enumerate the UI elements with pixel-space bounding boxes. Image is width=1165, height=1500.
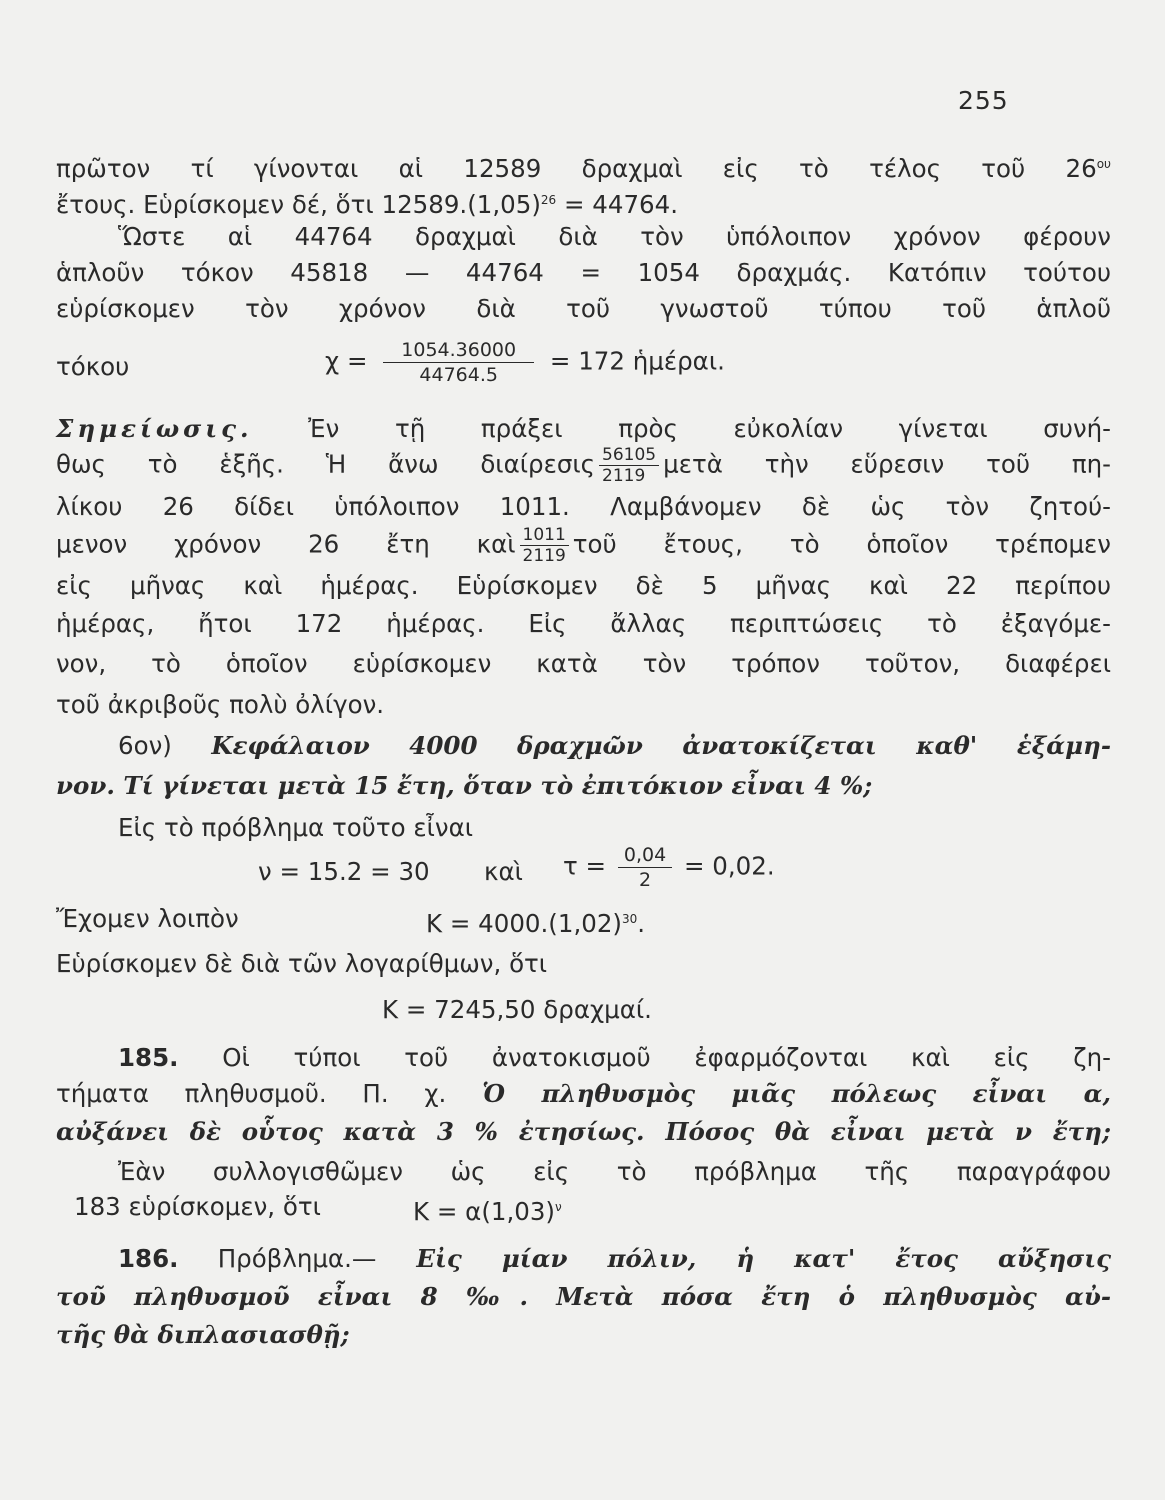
section-185-line: Ἐὰν συλλογισθῶμεν ὡς εἰς τὸ πρόβλημα τῆς παραγράφου xyxy=(118,1157,1111,1186)
note-line: μενον χρόνον 26 ἔτη καὶ $\frac{1011}{2119}$ τοῦ ἔτους, τὸ ὁποῖον τρέπομεν xyxy=(56,525,1111,566)
text-kai: καὶ xyxy=(484,857,523,886)
text-line: ἔτους. Εὑρίσκομεν δέ, ὅτι $12589.(1,05)^{26} = 44764$. xyxy=(56,190,679,220)
equation-k: $K = 4000.(1,02)^{30}$. xyxy=(426,909,646,939)
note-title: Σημείωσις. xyxy=(56,414,253,443)
note-line: τοῦ ἀκριβοῦς πολὺ ὀλίγον. xyxy=(56,690,385,719)
fraction: $\frac{1011}{2119}$ xyxy=(520,525,569,566)
section-186-line: τῆς θὰ διπλασιασθῇ; xyxy=(56,1320,350,1349)
section-185-line: 183 εὑρίσκομεν, ὅτι xyxy=(74,1192,321,1221)
text-line: Ὥστε αἱ 44764 δραχμαὶ διὰ τὸν ὑπόλοιπον χρόνον φέρουν xyxy=(118,222,1111,251)
note-line: ἡμέρας, ἤτοι 172 ἡμέρας. Εἰς ἄλλας περιπτώσεις τὸ ἐξαγόμε- xyxy=(56,609,1111,638)
section-186-line: 186. Πρόβλημα.— Εἰς μίαν πόλιν, ἡ κατ' ἔτος αὔξησις xyxy=(118,1244,1111,1273)
section-186-line: τοῦ πληθυσμοῦ εἶναι 8 ‰. Μετὰ πόσα ἔτη ὁ πληθυσμὸς αὐ- xyxy=(56,1282,1111,1311)
note-line: Σημείωσις. Ἐν τῇ πράξει πρὸς εὐκολίαν γίνεται συνή- xyxy=(56,414,1111,443)
problem-line: 6ον) Κεφάλαιον 4000 δραχμῶν ἀνατοκίζεται καθ' ἑξάμη- xyxy=(118,731,1111,760)
text-tokou: τόκου xyxy=(56,352,130,381)
section-185-line: τήματα πληθυσμοῦ. Π. χ. Ὁ πληθυσμὸς μιᾶς πόλεως εἶναι α, xyxy=(56,1079,1111,1108)
section-185-line: αὐξάνει δὲ οὗτος κατὰ 3 % ἐτησίως. Πόσος θὰ εἶναι μετὰ ν ἔτη; xyxy=(56,1117,1111,1146)
text-line: Εἰς τὸ πρόβλημα τοῦτο εἶναι xyxy=(118,813,474,842)
fraction: $\frac{1054.36000}{44764.5}$ xyxy=(383,338,534,387)
problem-line: νον. Τί γίνεται μετὰ 15 ἔτη, ὅταν τὸ ἐπιτόκιον εἶναι 4 %; xyxy=(56,771,873,800)
text-exomen: Ἔχομεν λοιπὸν xyxy=(56,904,239,933)
text-line: ἁπλοῦν τόκον 45818 — 44764 = 1054 δραχμάς. Κατόπιν τούτου xyxy=(56,258,1111,287)
text-line: εὑρίσκομεν τὸν χρόνον διὰ τοῦ γνωστοῦ τύπου τοῦ ἁπλοῦ xyxy=(56,294,1111,323)
note-line: εἰς μῆνας καὶ ἡμέρας. Εὑρίσκομεν δὲ 5 μῆνας καὶ 22 περίπου xyxy=(56,571,1111,600)
equation-v: ν = 15.2 = 30 xyxy=(258,857,430,886)
equation-k-alpha: $K = \alpha(1,03)^\nu$ xyxy=(413,1197,562,1227)
text-line: πρῶτον τί γίνονται αἱ 12589 δραχμαὶ εἰς τὸ τέλος τοῦ $26^{o\upsilon}$ xyxy=(56,154,1111,184)
equation-tau: τ = $\frac{0,04}{2}$ = 0,02. xyxy=(563,844,775,891)
note-line: νον, τὸ ὁποῖον εὑρίσκομεν κατὰ τὸν τρόπον τοῦτον, διαφέρει xyxy=(56,649,1111,678)
section-185-line: 185. Οἱ τύποι τοῦ ἀνατοκισμοῦ ἐφαρμόζονται καὶ εἰς ζη- xyxy=(118,1043,1111,1072)
equation-x: χ = $\frac{1054.36000}{44764.5}$ = 172 ἡμέραι. xyxy=(325,339,725,386)
text-line: Εὑρίσκομεν δὲ διὰ τῶν λογαρίθμων, ὅτι xyxy=(56,949,548,978)
fraction: $\frac{56105}{2119}$ xyxy=(599,445,659,486)
fraction: $\frac{0,04}{2}$ xyxy=(618,843,672,892)
page-number: 255 xyxy=(958,86,1009,115)
note-line: θως τὸ ἑξῆς. Ἡ ἄνω διαίρεσις $\frac{56105}{2119}$ μετὰ τὴν εὕρεσιν τοῦ πη- xyxy=(56,445,1111,486)
note-line: λίκου 26 δίδει ὑπόλοιπον 1011. Λαμβάνομεν δὲ ὡς τὸν ζητού- xyxy=(56,492,1111,521)
equation-result: Κ = 7245,50 δραχμαί. xyxy=(382,995,652,1024)
